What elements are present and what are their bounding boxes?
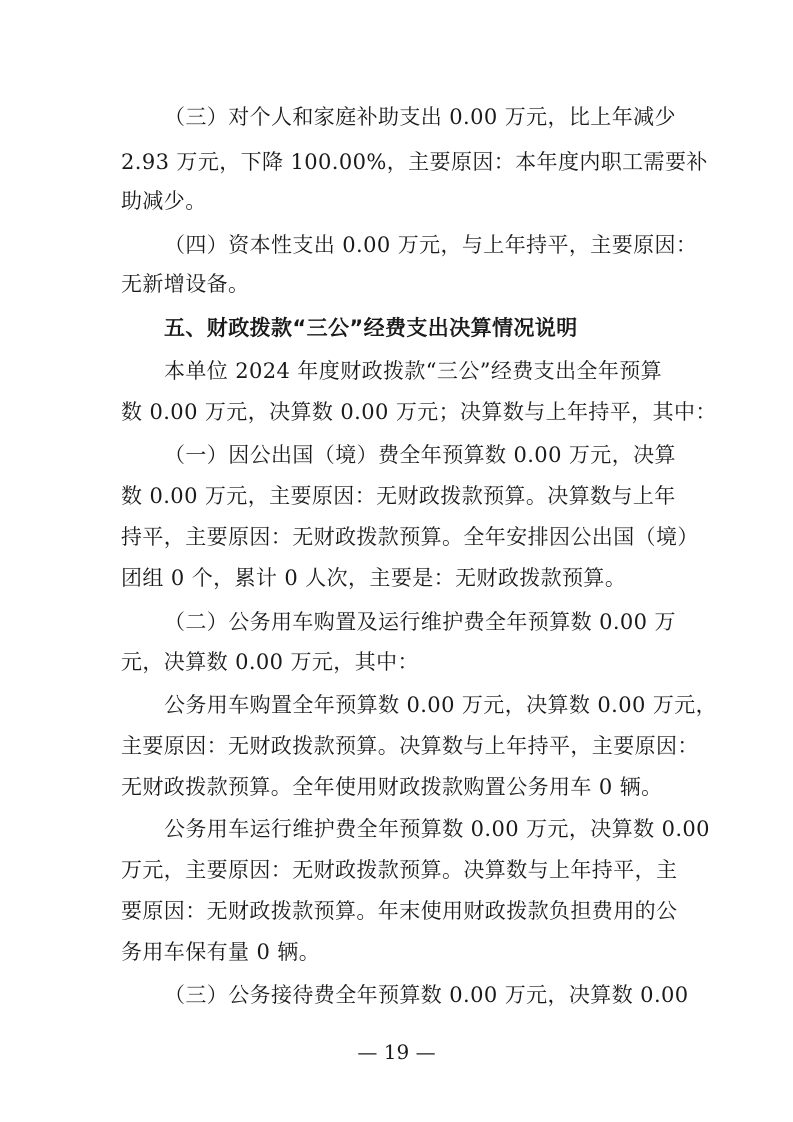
paragraph-line: 无财政拨款预算。全年使用财政拨款购置公务用车 0 辆。	[121, 775, 663, 799]
paragraph-line: （二）公务用车购置及运行维护费全年预算数 0.00 万	[164, 610, 676, 634]
paragraph-line: 无新增设备。	[121, 272, 250, 296]
paragraph-line: （一）因公出国（境）费全年预算数 0.00 万元，决算	[164, 443, 676, 467]
paragraph-line: 要原因：无财政拨款预算。年末使用财政拨款负担费用的公	[121, 899, 678, 923]
paragraph-line: （三）公务接待费全年预算数 0.00 万元，决算数 0.00	[164, 983, 689, 1007]
page-number: — 19 —	[357, 1040, 436, 1064]
paragraph-line: （四）资本性支出 0.00 万元，与上年持平，主要原因：	[164, 233, 698, 257]
section-heading: 五、财政拨款“三公”经费支出决算情况说明	[164, 316, 578, 340]
paragraph-line: 本单位 2024 年度财政拨款“三公”经费支出全年预算	[164, 359, 663, 383]
paragraph-line: 公务用车运行维护费全年预算数 0.00 万元，决算数 0.00	[164, 817, 710, 841]
paragraph-line: 持平，主要原因：无财政拨款预算。全年安排因公出国（境）	[121, 525, 699, 549]
paragraph-line: 助减少。	[121, 189, 207, 213]
paragraph-line: 团组 0 个，累计 0 人次，主要是：无财政拨款预算。	[121, 566, 627, 590]
paragraph-line: （三）对个人和家庭补助支出 0.00 万元，比上年减少	[164, 105, 676, 129]
paragraph-line: 2.93 万元，下降 100.00%，主要原因：本年度内职工需要补	[121, 150, 708, 174]
paragraph-line: 数 0.00 万元，决算数 0.00 万元；决算数与上年持平，其中：	[121, 400, 717, 424]
paragraph-line: 万元，主要原因：无财政拨款预算。决算数与上年持平，主	[121, 858, 678, 882]
paragraph-line: 元，决算数 0.00 万元，其中：	[121, 650, 419, 674]
paragraph-line: 主要原因：无财政拨款预算。决算数与上年持平，主要原因：	[121, 734, 699, 758]
paragraph-line: 数 0.00 万元，主要原因：无财政拨款预算。决算数与上年	[121, 484, 676, 508]
paragraph-line: 公务用车购置全年预算数 0.00 万元，决算数 0.00 万元，	[164, 693, 718, 717]
paragraph-line: 务用车保有量 0 辆。	[121, 940, 321, 964]
